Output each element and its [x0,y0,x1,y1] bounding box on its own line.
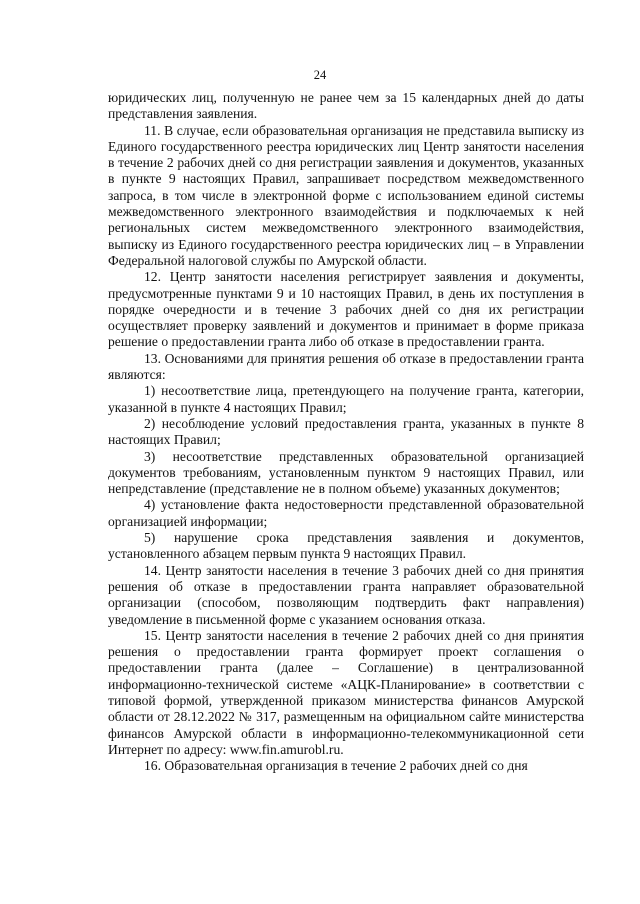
list-item-1: 1) несоответствие лица, претендующего на получение гранта, категории, указанной в пункте 4 настоящих Правил; [108,383,584,415]
list-item-4: 4) установление факта недостоверности представленной образовательной организацией информации; [108,497,584,529]
paragraph-11: 11. В случае, если образовательная организация не представила выписку из Единого государственного реестра юридических лиц Центр занятости населения в течение 2 рабочих дней со дня регистрации заявления и документов, указанных в пункте 9 настоящих Правил, запрашивает посредством межведомственного запроса, в том числе в электронной форме с использованием единой системы межведомственного электронного взаимодействия и подключаемых к ней региональных систем межведомственного электронного взаимодействия, выписку из Единого государственного реестра юридических лиц – в Управлении Федеральной налоговой службы по Амурской области. [108,122,584,268]
paragraph-14: 14. Центр занятости населения в течение 3 рабочих дней со дня принятия решения об отказе в предоставлении гранта направляет образовательной организации (способом, позволяющим подтвердить факт направления) уведомление в письменной форме с указанием основания отказа. [108,562,584,627]
paragraph-16: 16. Образовательная организация в течение 2 рабочих дней со дня [144,758,528,774]
paragraph-12: 12. Центр занятости населения регистрирует заявления и документы, предусмотренные пунктами 9 и 10 настоящих Правил, в день их поступления в порядке очередности и в течение 3 рабочих дней со дня их регистрации осуществляет проверку заявлений и документов и принимает в форме приказа решение о предоставлении гранта либо об отказе в предоставлении гранта. [108,269,584,350]
list-item-5: 5) нарушение срока представления заявления и документов, установленного абзацем первым пункта 9 настоящих Правил. [108,530,584,562]
list-item-3: 3) несоответствие представленных образовательной организацией документов требованиям, установленным пунктом 9 настоящих Правил, или непредставление (представление не в полном объеме) указанных документов; [108,448,584,497]
page-number: 24 [313,68,327,82]
paragraph-continuation: юридических лиц, полученную не ранее чем за 15 календарных дней до даты представления заявления. [108,90,584,122]
list-item-2: 2) несоблюдение условий предоставления гранта, указанных в пункте 8 настоящих Правил; [108,415,584,448]
paragraph-13: 13. Основаниями для принятия решения об отказе в предоставлении гранта являются: [108,350,584,383]
document-body [108,90,584,774]
paragraph-15: 15. Центр занятости населения в течение 2 рабочих дней со дня принятия решения о предоставлении гранта формирует проект соглашения о предоставлении гранта (далее – Соглашение) в централизованной информационно-технической системе «АЦК-Планирование» в соответствии с типовой формой, утвержденной приказом министерства финансов Амурской области от 28.12.2022 № 317, размещенным на официальном сайте министерства финансов Амурской области в информационно-телекоммуникационной сети Интернет по адресу: www.fin.amurobl.ru. [108,627,584,757]
